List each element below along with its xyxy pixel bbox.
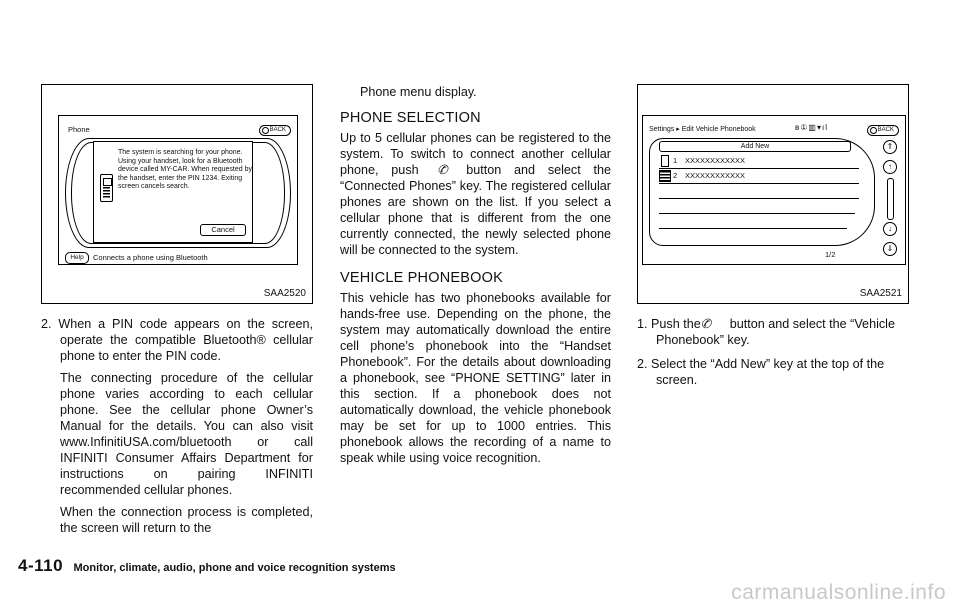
entry-number: 1 xyxy=(673,156,678,165)
phone-number-icon: ① xyxy=(800,123,809,132)
search-dialog xyxy=(93,141,253,243)
back-button[interactable]: BACK xyxy=(259,125,291,136)
middle-column xyxy=(340,84,611,466)
handset-icon xyxy=(661,155,669,167)
screen-frame xyxy=(58,115,298,265)
section-title: Monitor, climate, audio, phone and voice recognition systems xyxy=(73,562,396,574)
vehicle-phonebook-heading: VEHICLE PHONEBOOK xyxy=(340,270,503,286)
figure-code: SAA2520 xyxy=(263,288,306,299)
bluetooth-icon: ʙ xyxy=(795,123,801,132)
connecting-procedure-paragraph: The connecting procedure of the cellular phone varies according to each cellular phone. See the cellular phone Owner’s Manual for the details. You can also visit www.InfinitiUSA.com/bluetooth or call INFINITI Consumer Affairs Department for instructions on pairing INFINITI recommended cellular phones. xyxy=(60,371,313,497)
scroll-up-icon[interactable]: ↑ xyxy=(883,160,897,174)
step-2 xyxy=(637,356,909,388)
help-button[interactable]: Help xyxy=(65,252,89,264)
phone-selection-heading: PHONE SELECTION xyxy=(340,110,481,126)
scroll-down-icon[interactable]: ↓ xyxy=(883,222,897,236)
phone-selection-text-b: button and select the “Connected Phones” key. The registered cellular phones are shown on the list. If you select a cellular phone that is different from the one currently connected, the newly selected phone will be connected to the system. xyxy=(340,163,612,257)
left-column xyxy=(41,316,313,536)
battery-icon: ▥ xyxy=(808,123,817,132)
figure-edit-phonebook xyxy=(637,84,909,304)
page-down-icon[interactable]: ⇓ xyxy=(883,242,897,256)
connection-complete-paragraph: When the connection process is completed, the screen will return to the xyxy=(60,505,313,535)
entry-number: 2 xyxy=(673,171,678,180)
step-2 xyxy=(41,316,313,364)
phone-icon: ✆ xyxy=(700,317,712,331)
step-number: 2. xyxy=(41,317,52,331)
screen-frame xyxy=(642,115,906,265)
connection-complete-continued: Phone menu display. xyxy=(360,85,477,99)
vehicle-phonebook-paragraph: This vehicle has two phonebooks available for hands-free use. Depending on the phone, the system may automatically download the entire cell phone’s phonebook into the “Handset Phonebook”. For the details about downloading a phonebook, see “PHONE SETTING” later in this section. If a phonebook does not automatically download, the vehicle phonebook may be set for up to 1000 entries. This phonebook allows the recording of a name to speak while using voice recognition. xyxy=(340,291,611,465)
step-text-a: Push the xyxy=(651,317,701,331)
phone-selection-text-a: Up to 5 cellular phones can be registered to the system. To switch to connect another cellular phone, push xyxy=(340,131,611,177)
signal-icon: ▾ıl xyxy=(816,123,828,132)
step-text-b: button and select the “Vehicle Phonebook” key. xyxy=(656,317,895,347)
phonebook-icon xyxy=(659,170,671,182)
scrollbar[interactable] xyxy=(887,178,894,220)
page-indicator: 1/2 xyxy=(825,250,836,259)
step-number: 1. xyxy=(637,317,648,331)
page-number: 4-110 xyxy=(18,556,64,575)
step-text: Select the “Add New” key at the top of the screen. xyxy=(651,357,885,387)
status-bar-text: Connects a phone using Bluetooth xyxy=(93,253,208,262)
figure-phone-search xyxy=(41,84,313,304)
list-item[interactable] xyxy=(659,154,859,169)
status-icons xyxy=(795,123,828,132)
breadcrumb-current-page: Edit Vehicle Phonebook xyxy=(681,126,756,133)
entry-name: XXXXXXXXXXXX xyxy=(685,171,746,180)
watermark: carmanualsonline.info xyxy=(731,581,946,604)
cancel-button[interactable]: Cancel xyxy=(200,224,246,236)
bluetooth-phone-icon xyxy=(100,174,113,202)
empty-row xyxy=(659,198,859,199)
breadcrumb xyxy=(649,125,756,133)
step-number: 2. xyxy=(637,357,648,371)
entry-name: XXXXXXXXXXXX xyxy=(685,156,746,165)
empty-row xyxy=(659,228,847,229)
step-text: When a PIN code appears on the screen, operate the compatible Bluetooth® cellular phone to enter the PIN code. xyxy=(58,317,313,363)
breadcrumb-arrow-icon: ▸ xyxy=(676,126,680,133)
screen-title: Phone xyxy=(68,125,90,134)
right-column xyxy=(637,316,909,388)
footer xyxy=(18,556,396,576)
back-button[interactable]: BACK xyxy=(867,125,899,136)
phone-selection-paragraph xyxy=(340,130,611,258)
page-up-icon[interactable]: ⇑ xyxy=(883,140,897,154)
breadcrumb-settings[interactable]: Settings xyxy=(649,126,675,133)
add-new-button[interactable]: Add New xyxy=(659,141,851,152)
step-1 xyxy=(637,316,909,348)
empty-row xyxy=(659,213,855,214)
phone-icon: ✆ xyxy=(437,163,448,177)
dialog-message: The system is searching for your phone. Using your handset, look for a Bluetooth device called MY-CAR. When requested by the handset, enter the PIN 1234. Exiting screen cancels search. xyxy=(118,149,252,191)
list-item[interactable] xyxy=(659,169,859,184)
figure-code: SAA2521 xyxy=(859,288,902,299)
